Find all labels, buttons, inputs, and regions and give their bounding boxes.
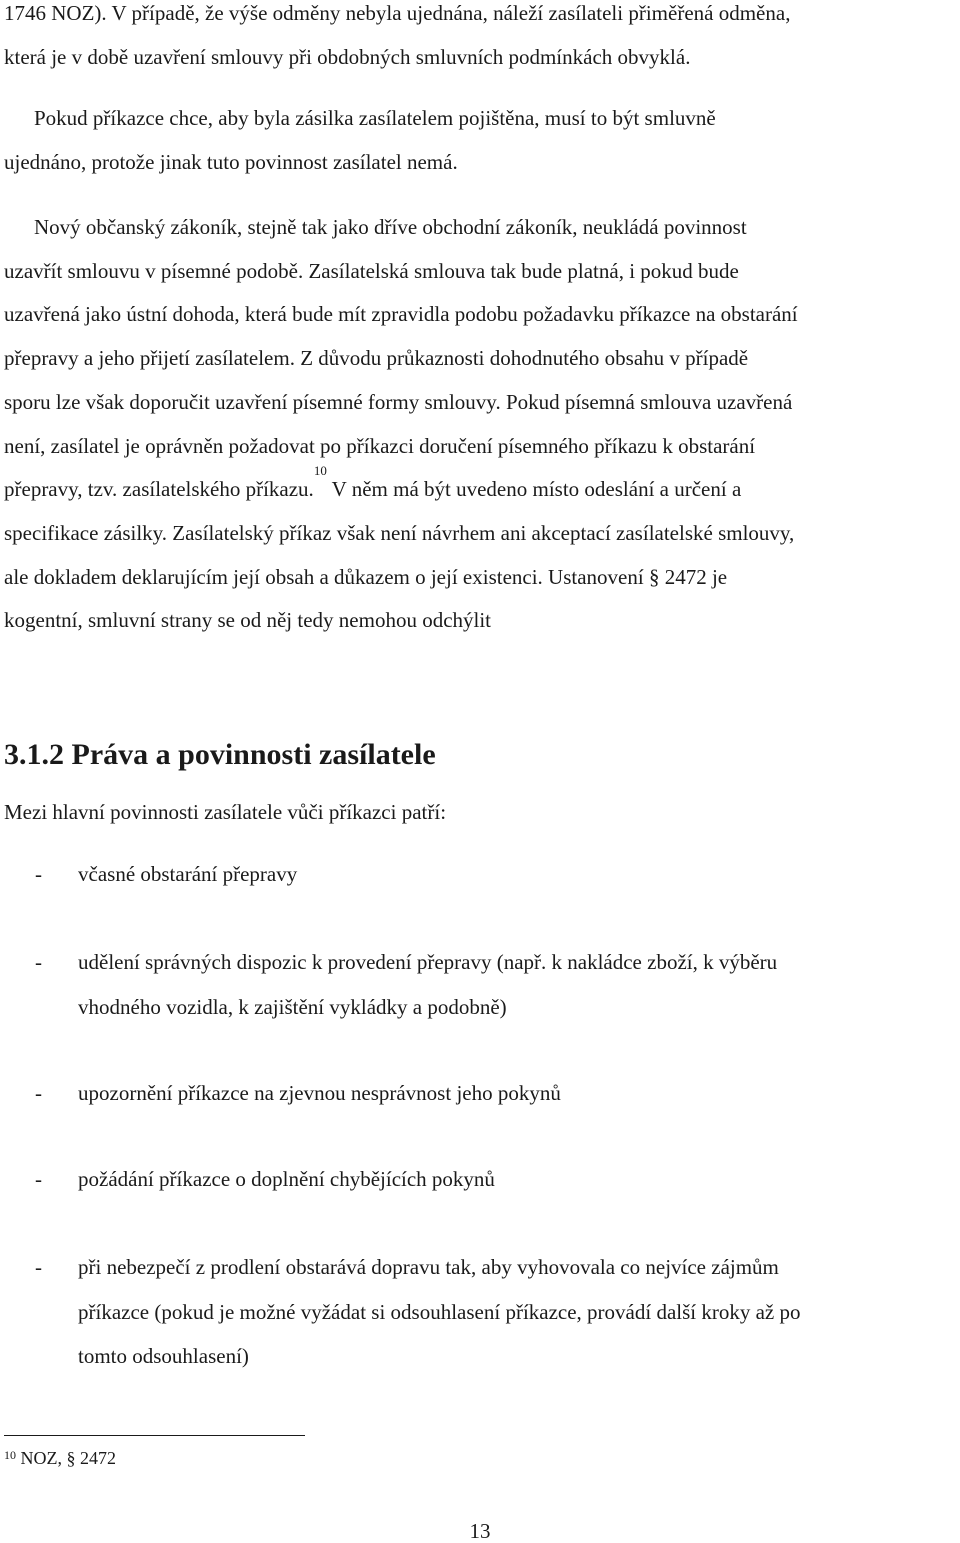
footnote-text: NOZ, § 2472 bbox=[16, 1448, 116, 1468]
footnote-reference[interactable]: 10 bbox=[313, 463, 327, 479]
list-item-text bbox=[78, 1245, 958, 1379]
text-line: není, zasílatel je oprávněn požadovat po příkazci doručení písemného příkazu k obstarání bbox=[4, 433, 756, 458]
paragraph-3 bbox=[4, 206, 954, 643]
footnote bbox=[4, 1446, 116, 1470]
text-line: ale dokladem deklarujícím její obsah a důkazem o její existenci. Ustanovení § 2472 je bbox=[4, 564, 728, 589]
text-line: upozornění příkazce na zjevnou nesprávnost jeho pokynů bbox=[78, 1081, 561, 1105]
list-item-text bbox=[78, 852, 958, 897]
list-marker: - bbox=[35, 1167, 42, 1191]
text-line: která je v době uzavření smlouvy při obdobných smluvních podmínkách obvyklá. bbox=[4, 44, 691, 69]
list-item-text bbox=[78, 940, 958, 1029]
list-item-text bbox=[78, 1157, 958, 1202]
footnote-separator bbox=[4, 1435, 305, 1436]
text-line: sporu lze však doporučit uzavření písemné formy smlouvy. Pokud písemná smlouva uzavřená bbox=[4, 389, 793, 414]
text-line: udělení správných dispozic k provedení přepravy (např. k nakládce zboží, k výběru bbox=[78, 950, 778, 974]
paragraph-2 bbox=[4, 97, 954, 184]
text-line bbox=[4, 463, 954, 512]
text-line: vhodného vozidla, k zajištění vykládky a podobně) bbox=[78, 994, 507, 1019]
text-line: Pokud příkazce chce, aby byla zásilka zasílatelem pojištěna, musí to být smluvně bbox=[34, 106, 716, 130]
text-line: při nebezpečí z prodlení obstarává dopravu tak, aby vyhovovala co nejvíce zájmům bbox=[78, 1255, 779, 1279]
text-line: specifikace zásilky. Zasílatelský příkaz však není návrhem ani akceptací zasílatelské smlouvy, bbox=[4, 520, 795, 545]
section-heading: 3.1.2 Práva a povinnosti zasílatele bbox=[4, 738, 436, 771]
list-marker: - bbox=[35, 1081, 42, 1105]
list-item-text bbox=[78, 1071, 958, 1116]
text-line: kogentní, smluvní strany se od něj tedy nemohou odchýlit bbox=[4, 608, 492, 633]
section-intro: Mezi hlavní povinnosti zasílatele vůči příkazci patří: bbox=[4, 800, 447, 824]
text-line: ujednáno, protože jinak tuto povinnost zasílatel nemá. bbox=[4, 149, 458, 174]
list-marker: - bbox=[35, 1255, 42, 1279]
text-line: včasné obstarání přepravy bbox=[78, 862, 298, 886]
footnote-number: 10 bbox=[4, 1448, 16, 1462]
text-segment: přepravy, tzv. zasílatelského příkazu. bbox=[4, 477, 314, 502]
text-line: příkazce (pokud je možné vyžádat si odsouhlasení příkazce, provádí další kroky až po bbox=[78, 1299, 801, 1324]
paragraph-1 bbox=[4, 0, 954, 79]
text-line: požádání příkazce o doplnění chybějících pokynů bbox=[78, 1167, 495, 1191]
page-number: 13 bbox=[469, 1519, 491, 1543]
text-line: tomto odsouhlasení) bbox=[78, 1344, 249, 1368]
list-marker: - bbox=[35, 862, 42, 886]
text-line: uzavřít smlouvu v písemné podobě. Zasílatelská smlouva tak bude platná, i pokud bude bbox=[4, 258, 739, 283]
text-line: 1746 NOZ). V případě, že výše odměny nebyla ujednána, náleží zasílateli přiměřená odměna, bbox=[4, 1, 791, 25]
text-line: uzavřená jako ústní dohoda, která bude mít zpravidla podobu požadavku příkazce na obstarání bbox=[4, 302, 798, 327]
list-marker: - bbox=[35, 950, 42, 974]
text-segment: V něm má být uvedeno místo odeslání a určení a bbox=[326, 477, 742, 502]
text-line: přepravy a jeho přijetí zasílatelem. Z důvodu průkaznosti dohodnutého obsahu v případě bbox=[4, 346, 749, 371]
text-line: Nový občanský zákoník, stejně tak jako dříve obchodní zákoník, neukládá povinnost bbox=[34, 215, 747, 239]
